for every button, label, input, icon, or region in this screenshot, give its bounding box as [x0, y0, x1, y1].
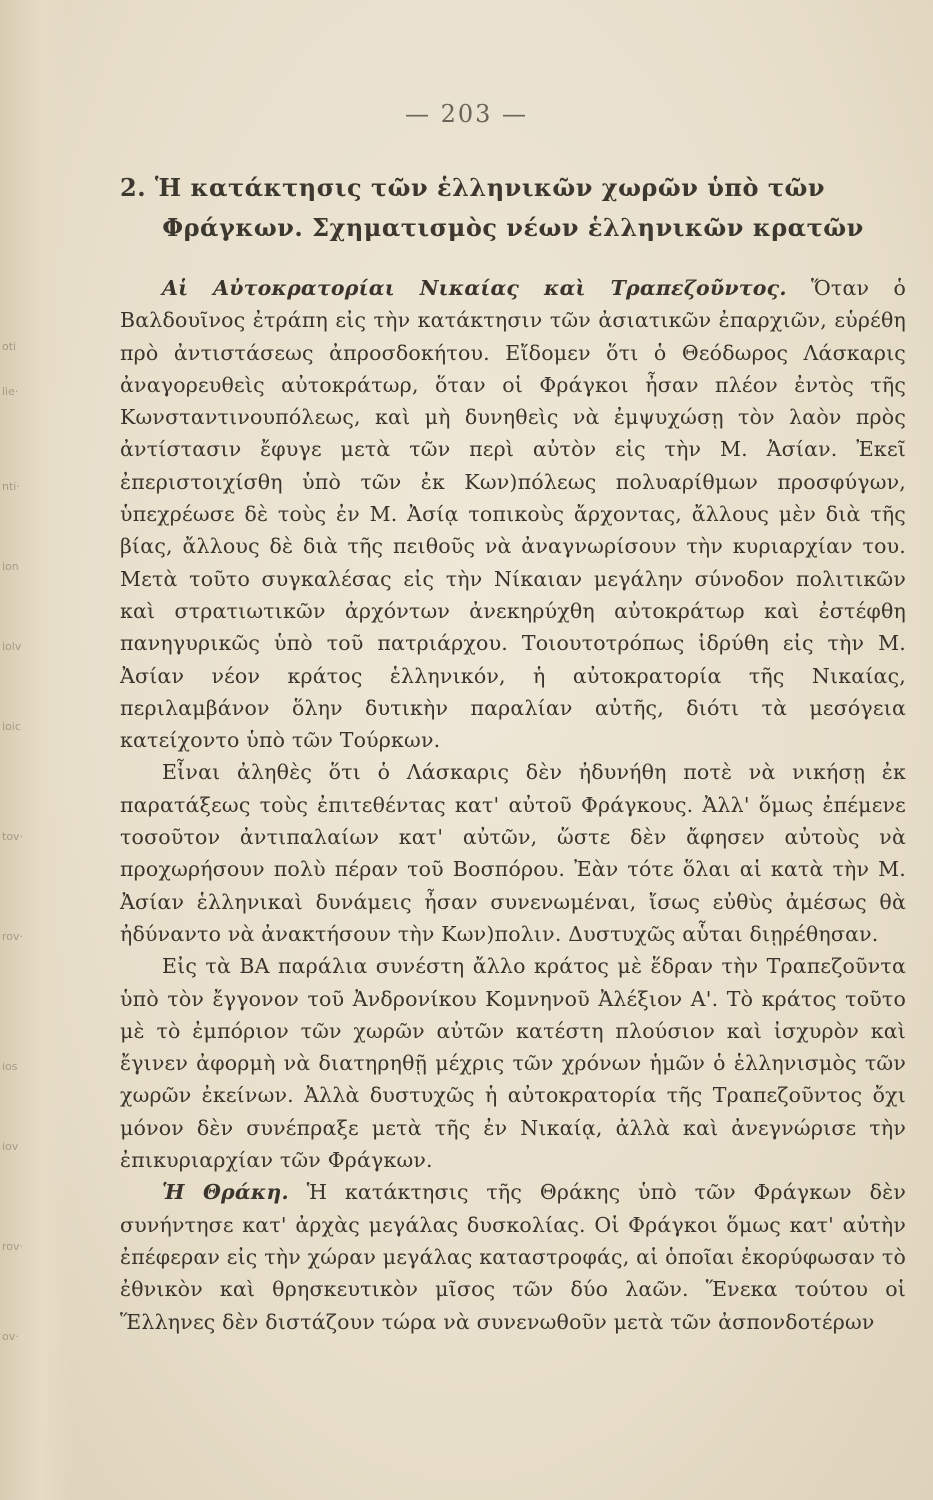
- paragraph-nicaea-trebizond: [120, 272, 906, 756]
- section-title-line1: 2. Ἡ κατάκτησις τῶν ἑλληνικῶν χωρῶν ὑπὸ τῶν: [120, 173, 825, 202]
- section-title-line2: Φράγκων. Σχηματισμὸς νέων ἑλληνικῶν κρατῶν: [162, 213, 864, 242]
- paragraph-heading: Ἡ Θράκη.: [162, 1180, 289, 1205]
- page-number: — 203 —: [404, 100, 529, 128]
- paragraph-text: Εἰς τὰ ΒΑ παράλια συνέστη ἄλλο κράτος μὲ ἕδραν τὴν Τραπεζοῦντα ὑπὸ τὸν ἔγγονον τοῦ Ἀνδρονίκου Κομνηνοῦ Ἀλέξιον Α'. Τὸ κράτος τοῦτο μὲ τὸ ἐμπόριον τῶν χωρῶν αὐτῶν κατέστη πλούσιον καὶ ἰσχυρὸν καὶ ἔγινεν ἀφορμὴ νὰ διατηρηθῇ μέχρις τῶν χρόνων ἡμῶν ὁ ἑλληνισμὸς τῶν χωρῶν ἐκείνων. Ἀλλὰ δυστυχῶς ἡ αὐτοκρατορία τῆς Τραπεζοῦντος ὄχι μόνον δὲν συνέπραξε μετὰ τῆς ἐν Νικαίᾳ, ἀλλὰ καὶ ἀνεγνώρισε τὴν ἐπικυριαρχίαν τῶν Φράγκων.: [120, 954, 906, 1173]
- gutter-bleed-mark: ion: [2, 560, 19, 573]
- gutter-bleed-mark: lie·: [2, 385, 19, 398]
- gutter-bleed-mark: oti: [2, 340, 17, 353]
- binding-gutter: [0, 0, 70, 1500]
- paragraph-thrace: [120, 1176, 906, 1337]
- page-content: [120, 168, 906, 1338]
- paragraph-trebizond: [120, 950, 906, 1176]
- paragraph-text: Ἡ κατάκτησις τῆς Θράκης ὑπὸ τῶν Φράγκων δὲν συνήντησε κατ' ἀρχὰς μεγάλας δυσκολίας. Οἱ Φράγκοι ὅμως κατ' αὐτὴν ἐπέφεραν εἰς τὴν χώραν μεγάλας καταστροφάς, αἱ ὁποῖαι ἐκορύφωσαν τὸ ἐθνικὸν καὶ θρησκευτικὸν μῖσος τῶν δύο λαῶν. Ἕνεκα τούτου οἱ Ἕλληνες δὲν διστάζουν τώρα νὰ συνενωθοῦν μετὰ τῶν ἀσπονδοτέρων: [120, 1180, 906, 1334]
- gutter-bleed-mark: iolv: [2, 640, 22, 653]
- gutter-bleed-mark: ov·: [2, 1330, 19, 1343]
- gutter-bleed-mark: nti·: [2, 480, 20, 493]
- gutter-bleed-mark: ios: [2, 1060, 18, 1073]
- paragraph-heading: Αἱ Αὐτοκρατορίαι Νικαίας καὶ Τραπεζοῦντος.: [162, 276, 787, 300]
- gutter-bleed-mark: tov·: [2, 830, 24, 843]
- gutter-bleed-mark: ioic: [2, 720, 21, 733]
- gutter-bleed-mark: rov·: [2, 1240, 24, 1253]
- gutter-bleed-mark: iov: [2, 1140, 19, 1153]
- gutter-bleed-mark: rov·: [2, 930, 24, 943]
- paragraph-text: Εἶναι ἀληθὲς ὅτι ὁ Λάσκαρις δὲν ἠδυνήθη ποτὲ νὰ νικήσῃ ἐκ παρατάξεως τοὺς ἐπιτεθέντας κατ' αὐτοῦ Φράγκους. Ἀλλ' ὅμως ἐπέμενε τοσοῦτον ἀντιπαλαίων κατ' αὐτῶν, ὥστε δὲν ἄφησεν αὐτοὺς νὰ προχωρήσουν πολὺ πέραν τοῦ Βοσπόρου. Ἐὰν τότε ὅλαι αἱ κατὰ τὴν Μ. Ἀσίαν ἑλληνικαὶ δυνάμεις ἦσαν συνενωμέναι, ἴσως εὐθὺς ἀμέσως θὰ ἠδύναντο νὰ ἀνακτήσουν τὴν Κων)πολιν. Δυστυχῶς αὗται διῃρέθησαν.: [120, 760, 906, 946]
- paragraph-lascaris: [120, 756, 906, 950]
- section-title: [120, 168, 906, 248]
- paragraph-text: Ὅταν ὁ Βαλδουῖνος ἐτράπη εἰς τὴν κατάκτησιν τῶν ἀσιατικῶν ἐπαρχιῶν, εὑρέθη πρὸ ἀντιστάσεως ἀπροσδοκήτου. Εἴδομεν ὅτι ὁ Θεόδωρος Λάσκαρις ἀναγορευθεὶς αὐτοκράτωρ, ὅταν οἱ Φράγκοι ἦσαν πλέον ἐντὸς τῆς Κωνσταντινουπόλεως, καὶ μὴ δυνηθεὶς νὰ ἐμψυχώσῃ τὸν λαὸν πρὸς ἀντίστασιν ἔφυγε μετὰ τῶν περὶ αὐτὸν εἰς τὴν Μ. Ἀσίαν. Ἐκεῖ ἐπεριστοιχίσθη ὑπὸ τῶν ἐκ Κων)πόλεως πολυαρίθμων προσφύγων, ὑπεχρέωσε δὲ τοὺς ἐν Μ. Ἀσίᾳ τοπικοὺς ἄρχοντας, ἄλλους μὲν διὰ τῆς βίας, ἄλλους δὲ διὰ τῆς πειθοῦς νὰ ἀναγνωρίσουν τὴν κυριαρχίαν του. Μετὰ τοῦτο συγκαλέσας εἰς τὴν Νίκαιαν μεγάλην σύνοδον πολιτικῶν καὶ στρατιωτικῶν ἀρχόντων ἀνεκηρύχθη αὐτοκράτωρ καὶ ἐστέφθη πανηγυρικῶς ὑπὸ τοῦ πατριάρχου. Τοιουτοτρόπως ἱδρύθη εἰς τὴν Μ. Ἀσίαν νέον κράτος ἑλληνικόν, ἡ αὐτοκρατορία τῆς Νικαίας, περιλαμβάνον ὅλην δυτικὴν παραλίαν αὐτῆς, διότι τὰ μεσόγεια κατείχοντο ὑπὸ τῶν Τούρκων.: [120, 276, 906, 753]
